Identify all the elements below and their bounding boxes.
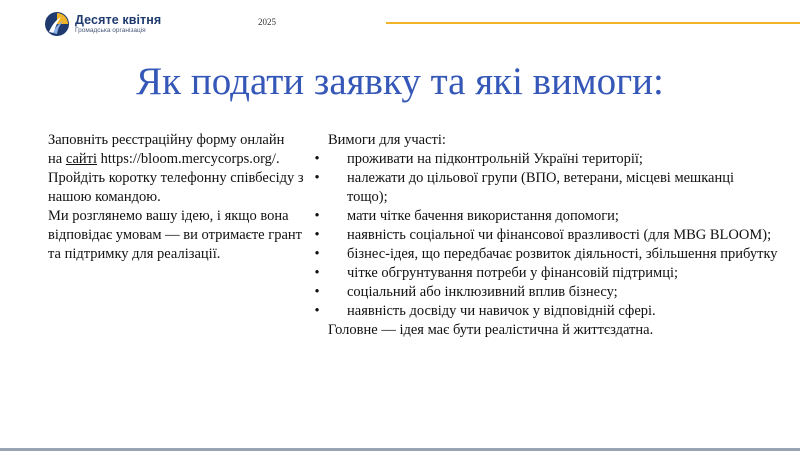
step-register-line1: Заповніть реєстраційну форму онлайн (48, 132, 285, 148)
step-register-prefix: на (48, 151, 66, 167)
requirement-item (312, 264, 782, 283)
logo-subtitle: Громадська організація (75, 27, 146, 34)
bullet-icon: • (314, 208, 320, 224)
requirements-list (312, 150, 782, 321)
step-review: Ми розглянемо вашу ідею, і якщо вона відповідає умовам — ви отримаєте грант та підтримку для реалізації. (48, 208, 302, 262)
website-link[interactable]: сайті (65, 151, 98, 167)
year-label: 2025 (258, 17, 276, 27)
requirement-item (312, 302, 782, 321)
requirement-item (312, 150, 782, 169)
bullet-icon: • (314, 284, 320, 300)
step-interview: Пройдіть коротку телефонну співбесіду з нашою командою. (48, 170, 304, 205)
requirement-text: мати чітке бачення використання допомоги; (347, 208, 619, 224)
bullet-icon: • (314, 246, 320, 262)
requirement-text: належати до цільової групи (ВПО, ветерани, місцеві мешканці тощо); (347, 170, 735, 205)
bullet-icon: • (314, 227, 320, 243)
application-steps (48, 131, 310, 264)
requirement-item (312, 226, 782, 245)
requirements-heading: Вимоги для участі: (328, 132, 446, 148)
requirement-text: наявність соціальної чи фінансової вразливості (для MBG BLOOM); (347, 227, 772, 243)
requirement-text: бізнес-ідея, що передбачає розвиток діяльності, збільшення прибутку (347, 246, 778, 262)
requirement-text: соціальний або інклюзивний вплив бізнесу; (347, 284, 618, 300)
requirement-text: чітке обгрунтування потреби у фінансовій підтримці; (347, 265, 679, 281)
bullet-icon: • (314, 265, 320, 281)
step-register (48, 131, 310, 169)
organization-logo-icon (44, 11, 70, 37)
logo-title: Десяте квітня (75, 12, 162, 27)
website-url: https://bloom.mercycorps.org/. (97, 151, 280, 167)
slide-title: Як подати заявку та які вимоги: (136, 60, 664, 103)
requirement-item (312, 169, 782, 207)
bullet-icon: • (314, 303, 320, 319)
requirement-item (312, 207, 782, 226)
bullet-icon: • (314, 170, 320, 186)
requirements-footer: Головне — ідея має бути реалістична й життєздатна. (328, 322, 654, 338)
requirement-item (312, 283, 782, 302)
requirements-section (312, 131, 782, 340)
header-divider (386, 22, 800, 24)
requirement-text: проживати на підконтрольній Україні території; (347, 151, 643, 167)
organization-logo (44, 11, 161, 37)
bullet-icon: • (314, 151, 320, 167)
requirement-text: наявність досвіду чи навичок у відповідній сфері. (347, 303, 656, 319)
requirement-item (312, 245, 782, 264)
